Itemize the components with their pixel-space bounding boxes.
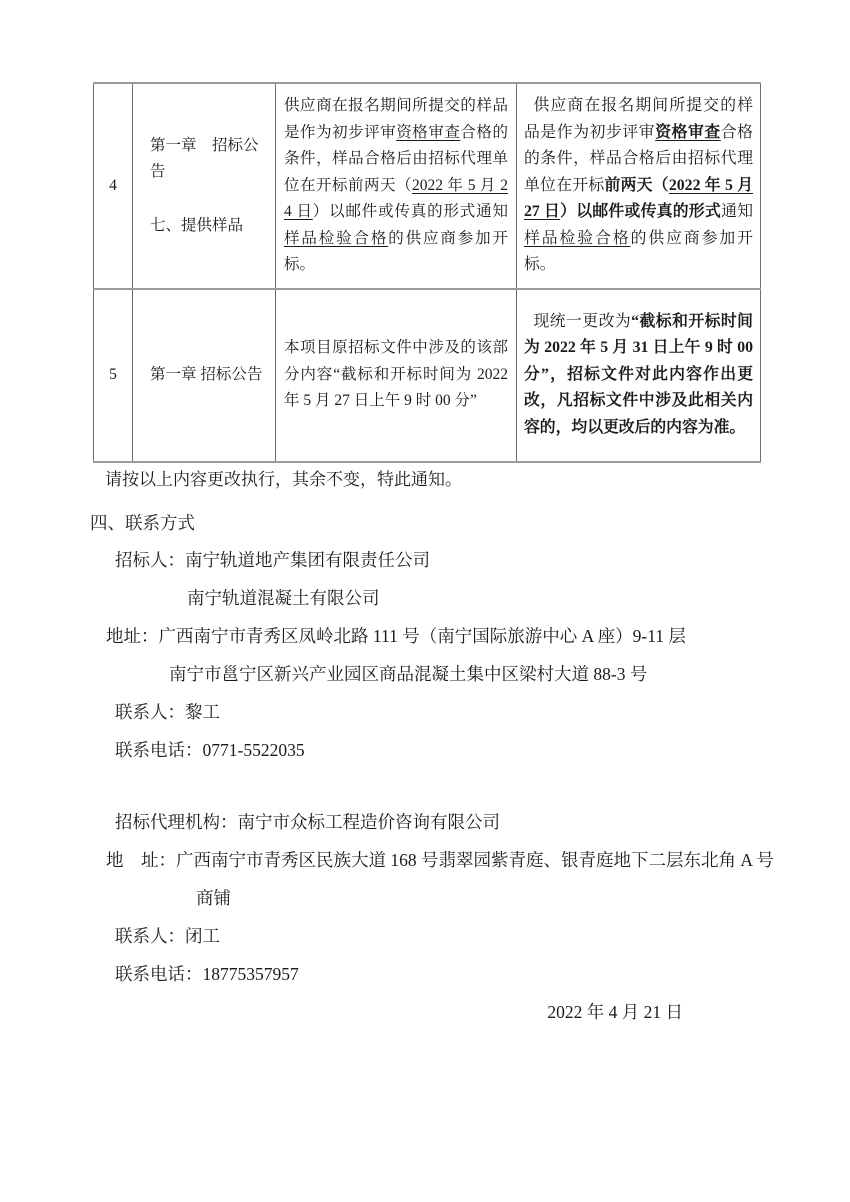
original-content-cell: [276, 289, 517, 462]
section-item: 七、提供样品: [150, 216, 244, 234]
row-number: 4: [109, 176, 117, 194]
bidder-address-line-2: 南宁市邕宁区新兴产业园区商品混凝土集中区梁村大道 88-3 号: [169, 663, 648, 684]
bidder-address-line-1: 地址：广西南宁市青秀区凤岭北路 111 号（南宁国际旅游中心 A 座）9-11 层: [106, 625, 686, 646]
bidder-name-line-2: 南宁轨道混凝土有限公司: [187, 587, 380, 608]
section-chapter: 第一章 招标公告: [150, 136, 259, 180]
agency-name-line: 招标代理机构：南宁市众标工程造价咨询有限公司: [115, 811, 500, 832]
notice-paragraph: 请按以上内容更改执行，其余不变，特此通知。: [105, 469, 462, 489]
section-spacer: [90, 769, 768, 803]
agency-address-line-1: 地 址：广西南宁市青秀区民族大道 168 号翡翠园紫青庭、银青庭地下二层东北角 A 号: [106, 849, 774, 870]
document-date: 2022 年 4 月 21 日: [547, 1001, 683, 1022]
changed-content-cell: [517, 289, 761, 462]
bidder-contact-phone-line: 联系电话：0771-5522035: [115, 739, 305, 760]
original-content-text: 本项目原招标文件中涉及的该部分内容“截标和开标时间为 2022 年 5 月 27 日上午 9 时 00 分”: [284, 339, 508, 410]
modification-table: [93, 82, 761, 463]
bidder-name-line: 招标人：南宁轨道地产集团有限责任公司: [115, 549, 430, 570]
original-content-cell: [276, 83, 517, 289]
changed-content-text: 供应商在报名期间所提交的样品是作为初步评审资格审查合格的条件，样品合格后由招标代理单位在开标前两天（2022 年 5 月 27 日）以邮件或传真的形式通知样品检验合格的供应商参加开标。: [524, 97, 753, 273]
section-cell: [133, 83, 276, 289]
changed-content-cell: [517, 83, 761, 289]
table-row-5: [94, 289, 761, 462]
section-cell: [133, 289, 276, 462]
original-content-text: 供应商在报名期间所提交的样品是作为初步评审资格审查合格的条件，样品合格后由招标代理单位在开标前两天（2022 年 5 月 24 日）以邮件或传真的形式通知样品检验合格的供应商参加开标。: [284, 97, 508, 273]
row-number-cell: [94, 83, 133, 289]
table-row-4: [94, 83, 761, 289]
changed-content-text: 现统一更改为“截标和开标时间为 2022 年 5 月 31 日上午 9 时 00 分”，招标文件对此内容作出更改，凡招标文件中涉及此相关内容的，均以更改后的内容为准。: [524, 312, 753, 436]
bidder-contact-person-line: 联系人：黎工: [115, 701, 220, 722]
section-chapter: 第一章 招标公告: [150, 366, 263, 383]
contact-section-heading: 四、联系方式: [90, 512, 195, 533]
row-number-cell: [94, 289, 133, 462]
agency-address-line-2: 商铺: [196, 887, 231, 908]
agency-contact-phone-line: 联系电话：18775357957: [115, 963, 299, 984]
agency-contact-person-line: 联系人：闭工: [115, 925, 220, 946]
row-number: 5: [109, 366, 117, 383]
